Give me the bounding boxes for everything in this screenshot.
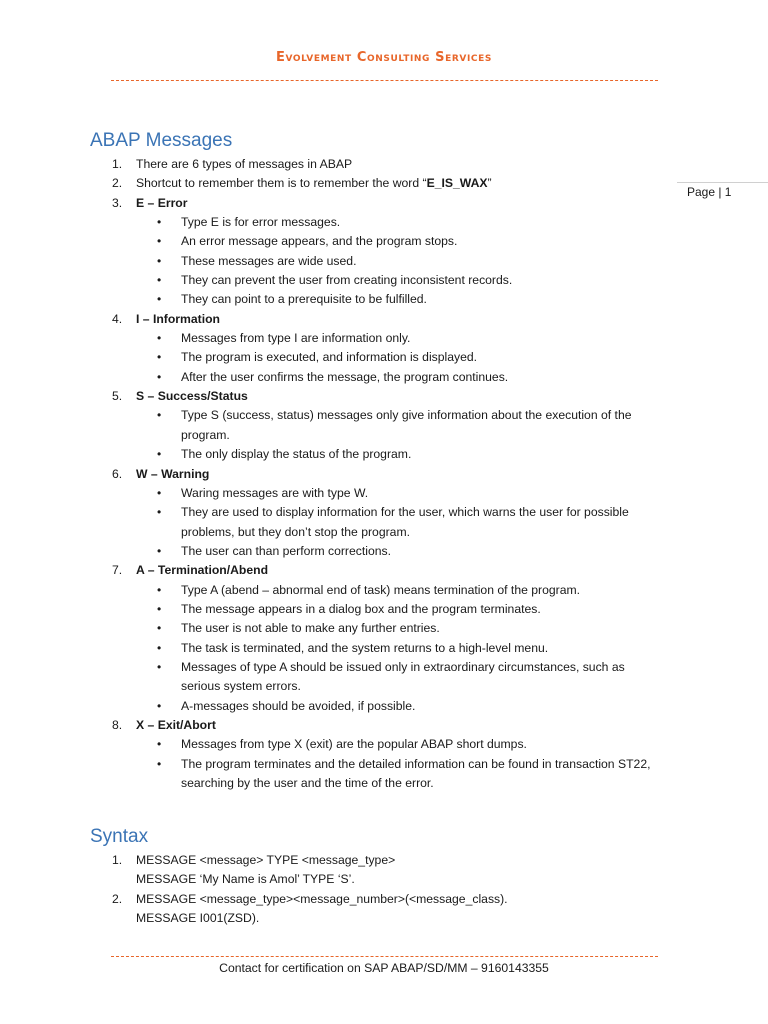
bullet-text: The only display the status of the program.: [181, 447, 412, 462]
bullet-icon: •: [157, 408, 162, 423]
list-item-text-prefix: Shortcut to remember them is to remember the word “: [136, 176, 427, 191]
section-title-syntax: Syntax: [90, 826, 149, 847]
list-item-text: [136, 194, 188, 213]
list-item-number: 8.: [112, 717, 123, 732]
bullet-icon: •: [157, 621, 162, 636]
message-type-letter: I: [136, 311, 140, 326]
bullet-item: [0, 755, 768, 774]
bullet-item: [0, 697, 768, 716]
message-type-name: – Success/Status: [144, 389, 248, 404]
list-item: [0, 387, 768, 406]
bullet-icon: •: [157, 659, 162, 674]
bullet-icon: •: [157, 505, 162, 520]
bullet-icon: •: [157, 601, 162, 616]
syntax-item: [0, 851, 768, 870]
bullet-text: Type A (abend – abnormal end of task) means termination of the program.: [181, 582, 581, 597]
bullet-icon: •: [157, 215, 162, 230]
syntax-line: MESSAGE <message_type><message_number>(<message_class).: [136, 891, 508, 906]
bullet-item: [0, 368, 768, 387]
list-item-text-suffix: ”: [487, 176, 492, 191]
bullet-item: [0, 581, 768, 600]
syntax-list: [0, 851, 768, 928]
list-item: [0, 194, 768, 213]
syntax-line: MESSAGE I001(ZSD).: [136, 911, 260, 926]
message-type-letter: X: [136, 717, 145, 732]
bullet-item: [0, 445, 768, 464]
bullet-text: The user can than perform corrections.: [181, 543, 391, 558]
list-item-text: [136, 561, 268, 580]
bullet-icon: •: [157, 640, 162, 655]
bullet-text: The message appears in a dialog box and the program terminates.: [181, 601, 541, 616]
bullet-icon: •: [157, 698, 162, 713]
list-item-text-bold: E_IS_WAX: [426, 176, 488, 191]
bullet-item: [0, 484, 768, 503]
bullet-icon: •: [157, 350, 162, 365]
list-item-text: [136, 310, 220, 329]
list-item-number: 4.: [112, 311, 123, 326]
bullet-text: The program is executed, and information is displayed.: [181, 350, 478, 365]
list-item-number: 3.: [112, 195, 123, 210]
bullet-text: Type E is for error messages.: [181, 215, 341, 230]
bullet-item: [0, 290, 768, 309]
bullet-text: After the user confirms the message, the program continues.: [181, 369, 509, 384]
bullet-item: [0, 232, 768, 251]
list-item: [0, 561, 768, 580]
bullet-text: problems, but they don’t stop the program.: [181, 524, 410, 539]
syntax-item-number: 2.: [112, 891, 123, 906]
list-item-number: 5.: [112, 389, 123, 404]
syntax-item: [0, 890, 768, 909]
message-type-letter: E: [136, 195, 145, 210]
bullet-text: Waring messages are with type W.: [181, 485, 369, 500]
bullet-text: The user is not able to make any further entries.: [181, 621, 440, 636]
bullet-item: [0, 735, 768, 754]
bullet-text: serious system errors.: [181, 679, 301, 694]
bullet-icon: •: [157, 582, 162, 597]
bullet-item-continuation: [0, 523, 768, 542]
bullet-item: [0, 503, 768, 522]
bullet-text: These messages are wide used.: [181, 253, 357, 268]
footer-rule: [111, 956, 658, 957]
bullet-icon: •: [157, 543, 162, 558]
list-item: [0, 174, 768, 193]
bullet-icon: •: [157, 331, 162, 346]
section-title-abap-messages: ABAP Messages: [90, 130, 233, 151]
header-rule: [111, 80, 658, 81]
message-type-name: – Exit/Abort: [144, 717, 216, 732]
bullet-icon: •: [157, 234, 162, 249]
bullet-text: An error message appears, and the program stops.: [181, 234, 458, 249]
list-item: [0, 155, 768, 174]
bullet-text: They can prevent the user from creating inconsistent records.: [181, 273, 513, 288]
bullet-item: [0, 619, 768, 638]
message-type-name: – Information: [139, 311, 220, 326]
bullet-text: Messages from type X (exit) are the popular ABAP short dumps.: [181, 737, 527, 752]
bullet-item: [0, 252, 768, 271]
list-item-number: 6.: [112, 466, 123, 481]
bullet-text: The task is terminated, and the system returns to a high-level menu.: [181, 640, 549, 655]
abap-messages-list: [0, 155, 768, 793]
list-item-number: 7.: [112, 563, 123, 578]
bullet-text: searching by the user and the time of the error.: [181, 776, 434, 790]
bullet-item: [0, 542, 768, 561]
list-item-text: [136, 465, 209, 484]
bullet-item-continuation: [0, 426, 768, 445]
list-item-text: There are 6 types of messages in ABAP: [136, 157, 353, 171]
bullet-icon: •: [157, 292, 162, 307]
bullet-icon: •: [157, 369, 162, 384]
bullet-item-continuation: [0, 774, 768, 793]
bullet-item-continuation: [0, 677, 768, 696]
message-type-letter: S: [136, 389, 145, 404]
bullet-item: [0, 639, 768, 658]
message-type-name: – Error: [144, 195, 188, 210]
message-type-name: – Warning: [147, 466, 210, 481]
list-item-text: [136, 387, 248, 406]
list-item-number: 1.: [112, 157, 123, 171]
list-item: [0, 465, 768, 484]
message-type-name: – Termination/Abend: [144, 563, 269, 578]
bullet-text: Messages from type I are information only.: [181, 331, 411, 346]
bullet-item: [0, 348, 768, 367]
page-number: Page | 1: [687, 185, 732, 199]
bullet-item: [0, 271, 768, 290]
bullet-item: [0, 329, 768, 348]
header-title: Evolvement Consulting Services: [276, 50, 492, 65]
bullet-icon: •: [157, 756, 162, 771]
bullet-text: Type S (success, status) messages only give information about the execution of the: [181, 408, 632, 423]
list-item-text: [136, 716, 216, 735]
bullet-item: [0, 600, 768, 619]
syntax-item-number: 1.: [112, 853, 123, 867]
bullet-text: program.: [181, 427, 230, 442]
bullet-text: They can point to a prerequisite to be fulfilled.: [181, 292, 427, 307]
bullet-text: The program terminates and the detailed information can be found in transaction ST22,: [181, 756, 651, 771]
list-item: [0, 310, 768, 329]
list-item-number: 2.: [112, 176, 123, 191]
syntax-line: MESSAGE <message> TYPE <message_type>: [136, 853, 396, 867]
list-item-text: [136, 174, 492, 193]
bullet-icon: •: [157, 253, 162, 268]
bullet-item: [0, 658, 768, 677]
bullet-text: They are used to display information for the user, which warns the user for possible: [181, 505, 629, 520]
message-type-letter: W: [136, 466, 148, 481]
bullet-icon: •: [157, 737, 162, 752]
bullet-icon: •: [157, 447, 162, 462]
bullet-item: [0, 406, 768, 425]
bullet-text: Messages of type A should be issued only in extraordinary circumstances, such as: [181, 659, 625, 674]
bullet-icon: •: [157, 273, 162, 288]
bullet-item: [0, 213, 768, 232]
bullet-text: A-messages should be avoided, if possible.: [181, 698, 416, 713]
footer-text: Contact for certification on SAP ABAP/SD/MM – 9160143355: [219, 961, 549, 975]
message-type-letter: A: [136, 563, 145, 578]
syntax-example: [0, 870, 768, 889]
list-item: [0, 716, 768, 735]
syntax-example: [0, 909, 768, 928]
bullet-icon: •: [157, 485, 162, 500]
syntax-line: MESSAGE ‘My Name is Amol’ TYPE ‘S’.: [136, 872, 355, 887]
